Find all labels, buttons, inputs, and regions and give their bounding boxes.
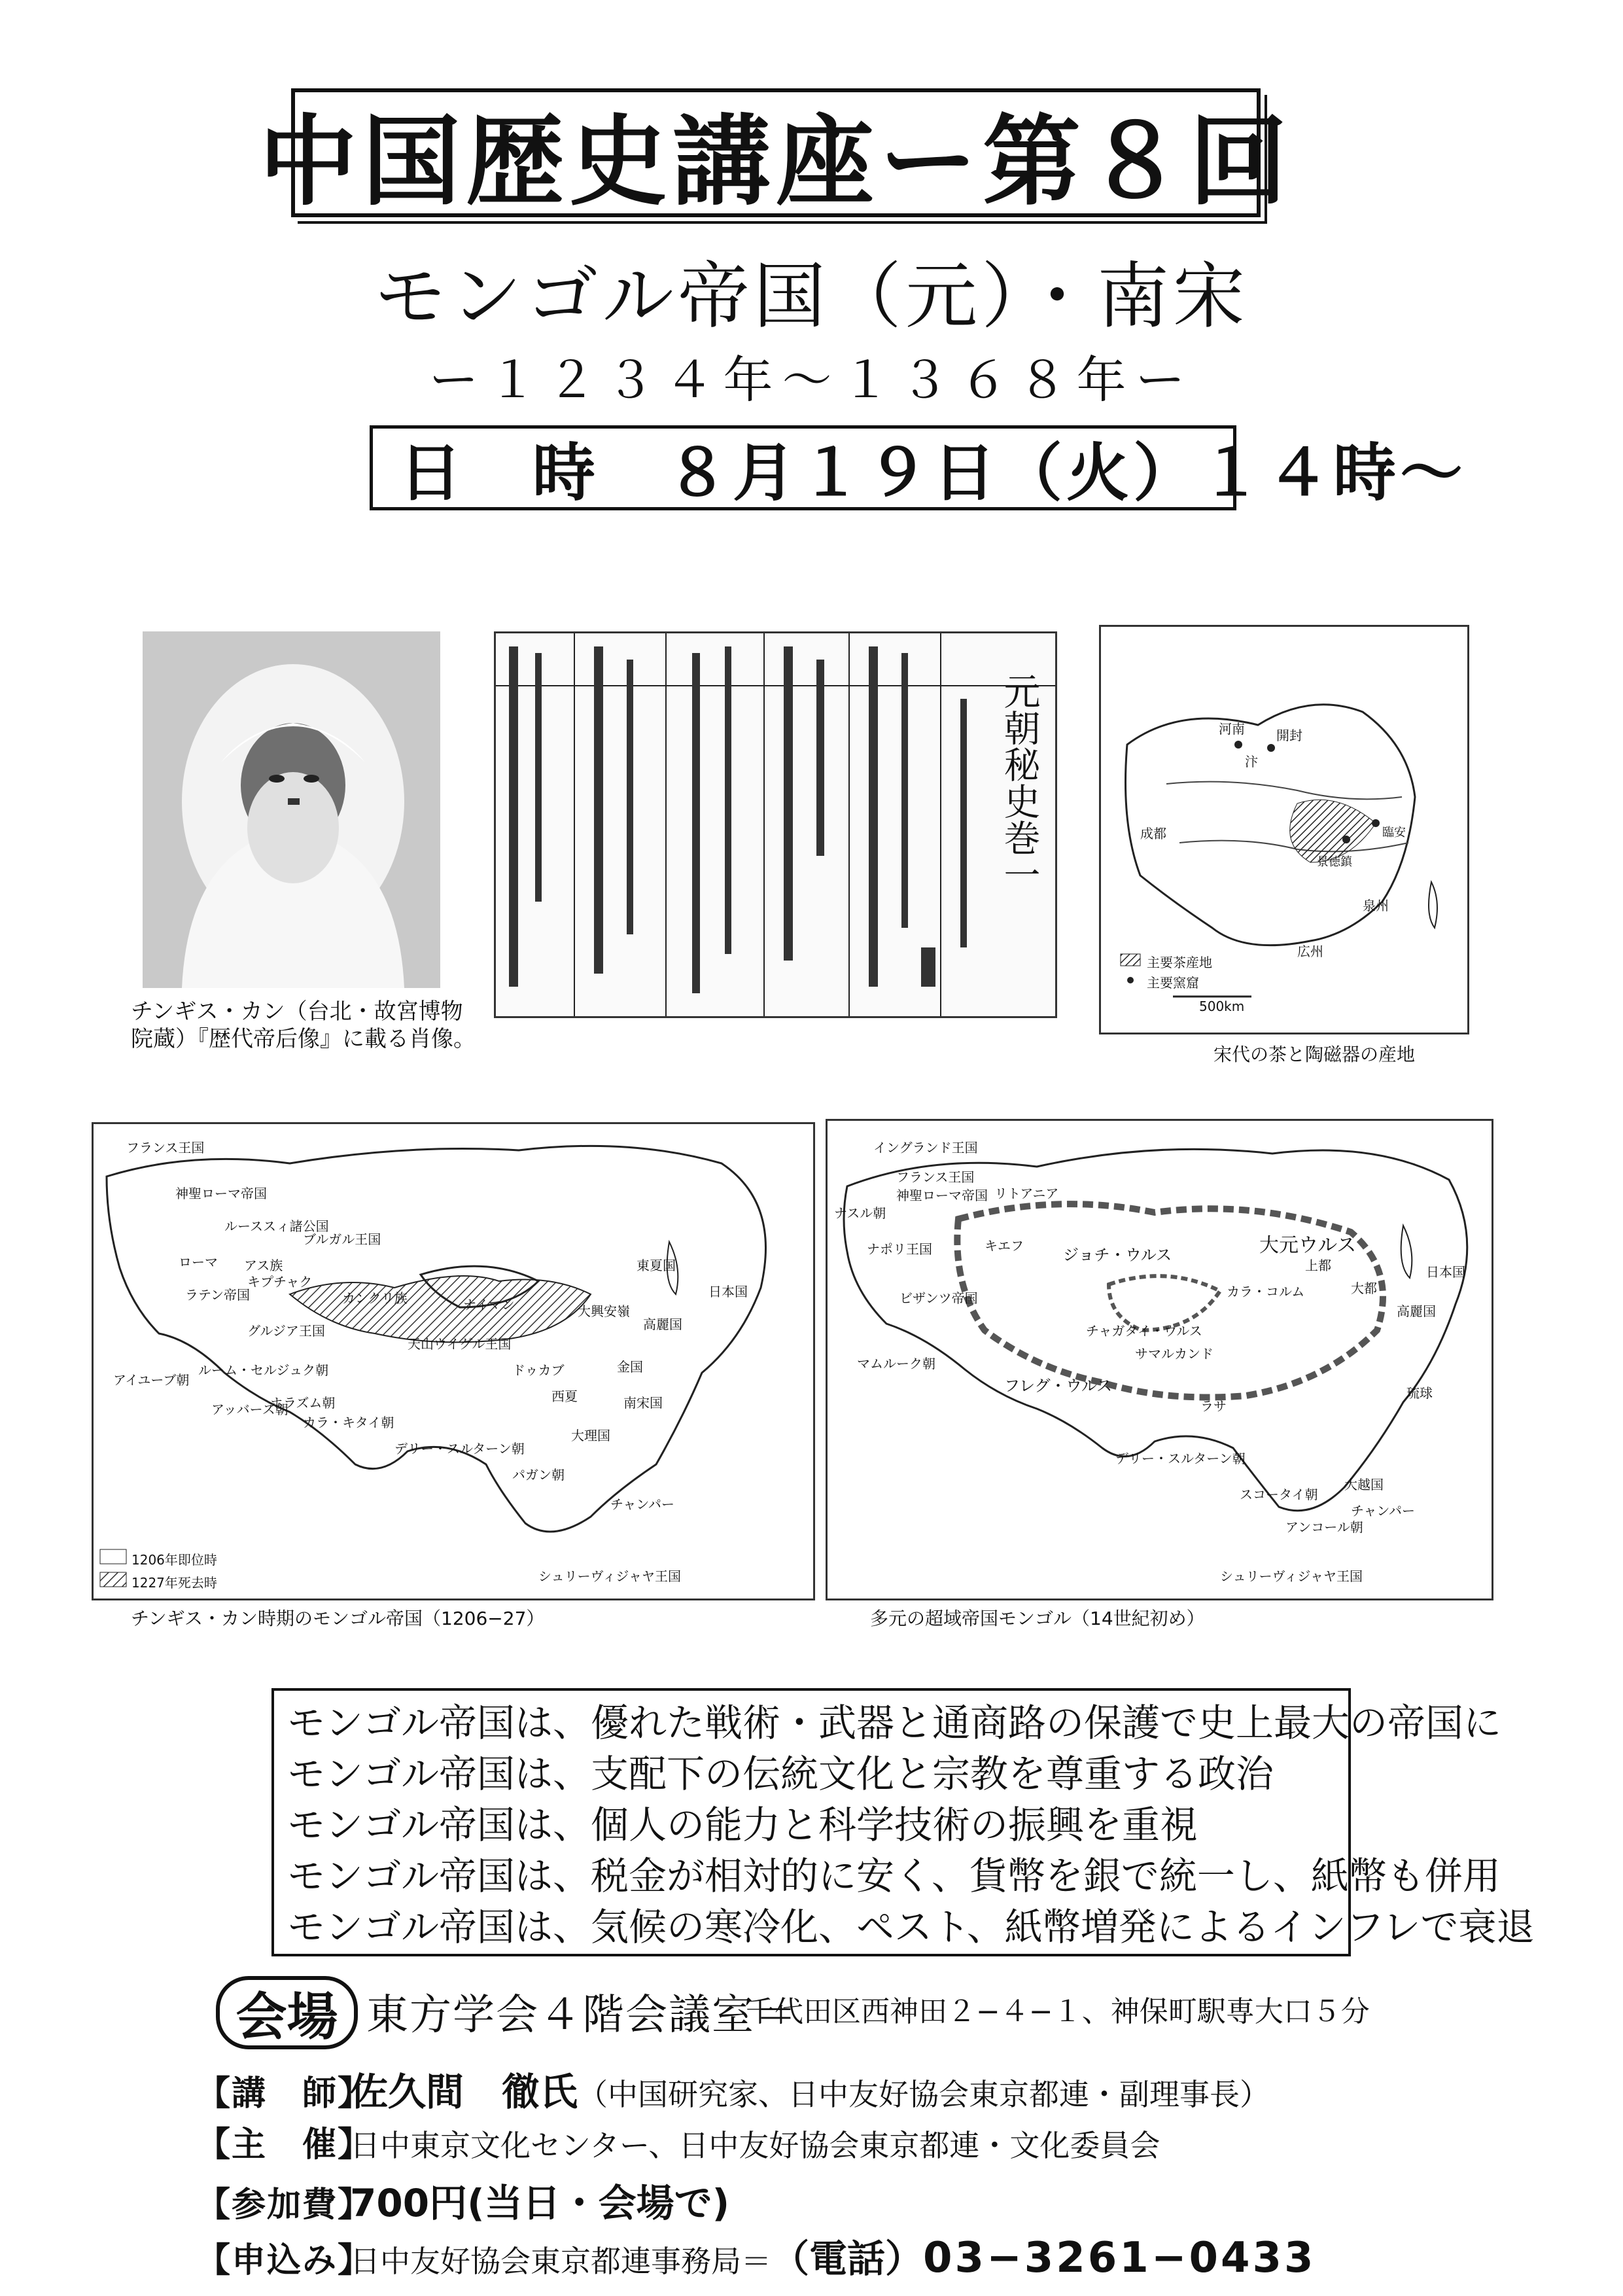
venue-badge: 会場 <box>216 1976 358 2049</box>
map2-place-7: キエフ <box>985 1238 1024 1254</box>
venue-name: 東方学会４階会議室＝ <box>366 1991 798 2040</box>
lecturer-row <box>196 2061 1270 2116</box>
map2-place-14: 日本国 <box>1426 1264 1465 1280</box>
song-map-place-5: 臨安 <box>1382 826 1406 839</box>
page-title: 中国歴史講座ー第８回 <box>259 105 1293 219</box>
portrait-image <box>143 631 440 988</box>
map1-place-29: 大興安嶺 <box>578 1303 630 1319</box>
date-box <box>370 425 1467 510</box>
map2-place-18: フレグ・ウルス <box>1004 1377 1113 1395</box>
key-point-1: モンゴル帝国は、優れた戦術・武器と通商路の保護で史上最大の帝国に <box>287 1701 1502 1745</box>
portrait-caption-1: チンギス・カン（台北・故宮博物 <box>131 998 463 1025</box>
map2-place-4: ナポリ王国 <box>867 1241 932 1257</box>
map1-place-25: パガン朝 <box>512 1467 565 1483</box>
map2-place-19: ラサ <box>1200 1398 1227 1414</box>
map1-place-18: 金国 <box>617 1359 643 1375</box>
song-map-place-4: 景徳鎮 <box>1317 855 1352 869</box>
map1-place-12: アイユーブ朝 <box>113 1372 190 1388</box>
map1-place-24: デリー・スルターン朝 <box>394 1441 525 1457</box>
map1-place-19: 東夏国 <box>637 1258 676 1273</box>
song-map-place-0: 汴 <box>1245 754 1258 769</box>
song-map-image <box>1099 625 1469 1034</box>
map2-place-10: 上都 <box>1305 1258 1331 1273</box>
map2-place-21: チャンパー <box>1351 1503 1415 1519</box>
portrait-drawing <box>143 631 440 988</box>
map2-place-5: ビザンツ帝国 <box>899 1290 978 1306</box>
map1-legend-2: 1227年死去時 <box>131 1575 217 1591</box>
map1-image <box>92 1122 815 1600</box>
host-row <box>196 2117 1160 2166</box>
subtitle: モンゴル帝国（元）・南宋 <box>374 255 1249 338</box>
lecturer-desc: （中国研究家、日中友好協会東京都連・副理事長） <box>578 2077 1270 2112</box>
song-map-place-3: 成都 <box>1140 826 1166 841</box>
map1-place-22: 南宋国 <box>623 1395 663 1411</box>
map2-place-1: フランス王国 <box>896 1169 975 1185</box>
map2-place-15: チャガタイ・ウルス <box>1086 1323 1202 1339</box>
map2-place-12: カラ・コルム <box>1227 1284 1305 1299</box>
map2-place-0: イングランド王国 <box>873 1140 978 1156</box>
lecturer-label: 【講 師】 <box>196 2074 374 2113</box>
map1-place-11: ナイマン <box>463 1297 515 1313</box>
map2-place-11: 大都 <box>1351 1280 1377 1296</box>
key-points-box <box>271 1688 1535 1956</box>
key-point-3: モンゴル帝国は、個人の能力と科学技術の振興を重視 <box>287 1803 1198 1847</box>
map2-place-20: デリー・スルターン朝 <box>1115 1451 1246 1466</box>
map2-place-25: 大越国 <box>1344 1477 1384 1492</box>
map2-place-16: サマルカンド <box>1135 1346 1213 1362</box>
map1-place-5: アス族 <box>244 1258 283 1273</box>
venue-address: 千代田区西神田２−４−１、神保町駅専大口５分 <box>746 1995 1370 2028</box>
host-label: 【主 催】 <box>196 2125 374 2164</box>
apply-row <box>196 2228 1316 2283</box>
manuscript-drawing <box>496 633 1055 1016</box>
map2-place-13: 高麗国 <box>1397 1303 1436 1319</box>
map1-place-4: キプチャク <box>247 1274 313 1290</box>
map2-place-22: スコータイ朝 <box>1240 1487 1318 1502</box>
song-map-scale: 500km <box>1199 998 1245 1014</box>
title-box <box>259 88 1293 219</box>
song-map-legend-kiln: 主要窯窟 <box>1147 975 1199 991</box>
map1-place-13: アッバース朝 <box>211 1402 288 1417</box>
map1-place-7: ラテン帝国 <box>185 1287 250 1303</box>
song-map-caption: 宋代の茶と陶磁器の産地 <box>1213 1044 1416 1065</box>
map1-place-28: ドゥカブ <box>512 1362 565 1378</box>
map1-legend-1: 1206年即位時 <box>131 1552 217 1568</box>
map1-place-27: シュリーヴィジャヤ王国 <box>538 1568 681 1584</box>
key-point-5: モンゴル帝国は、気候の寒冷化、ペスト、紙幣増発によるインフレで衰退 <box>287 1905 1535 1949</box>
song-map-place-2: 河南 <box>1219 721 1245 737</box>
fee-row <box>196 2172 729 2227</box>
map1-place-10: カンクリ族 <box>342 1290 408 1306</box>
map2-place-24: シュリーヴィジャヤ王国 <box>1220 1568 1363 1584</box>
map1-place-17: 西夏 <box>551 1388 578 1404</box>
map1-place-26: チャンパー <box>610 1496 674 1512</box>
map1-place-20: 日本国 <box>708 1284 748 1299</box>
song-map-place-6: 広州 <box>1297 944 1323 959</box>
apply-label: 【申込み】 <box>196 2241 374 2280</box>
map2-image <box>826 1119 1493 1600</box>
map2-caption: 多元の超域帝国モンゴル（14世紀初め） <box>870 1608 1205 1629</box>
map1-place-8: ルーム・セルジュク朝 <box>198 1362 329 1378</box>
map1-place-2: ルーススィ諸公国 <box>224 1218 329 1234</box>
map2-place-23: アンコール朝 <box>1285 1519 1363 1535</box>
map1-place-23: 大理国 <box>571 1428 610 1443</box>
event-date: 日 時 ８月１９日（火）１４時～ <box>399 436 1467 510</box>
map1-place-6: ローマ <box>179 1254 218 1270</box>
map1-place-21: 高麗国 <box>643 1316 682 1332</box>
apply-tel-label: （電話） <box>771 2236 924 2281</box>
manuscript-title: 元朝秘史巻一 <box>998 673 1041 892</box>
map2-place-17: マムルーク朝 <box>857 1356 935 1371</box>
portrait-caption-2: 院蔵）『歴代帝后像』に載る肖像。 <box>131 1026 476 1052</box>
map2-place-26: 琉球 <box>1406 1385 1433 1401</box>
map1-place-9: グルジア王国 <box>247 1323 325 1339</box>
map2-place-6: リトアニア <box>994 1186 1059 1201</box>
map2-place-8: ジョチ・ウルス <box>1063 1246 1172 1264</box>
map2-place-2: 神聖ローマ帝国 <box>896 1188 988 1203</box>
song-map-place-7: 泉州 <box>1363 898 1389 913</box>
map1-place-14: ホラズム朝 <box>270 1395 336 1411</box>
map1-caption: チンギス・カン時期のモンゴル帝国（1206−27） <box>131 1608 545 1629</box>
map1-place-3: ブルガル王国 <box>303 1231 381 1247</box>
map2-place-9: 大元ウルス <box>1259 1234 1357 1257</box>
fee-value: 700円(当日・会場で) <box>350 2181 730 2225</box>
fee-label: 【参加費】 <box>196 2185 374 2225</box>
apply-phone: 03−3261−0433 <box>923 2234 1316 2282</box>
song-map-place-1: 開封 <box>1276 728 1302 743</box>
apply-org: 日中友好協会東京都連事務局＝ <box>350 2244 771 2279</box>
lecturer-name: 佐久間 徹氏 <box>350 2070 578 2114</box>
period: ー１２３４年～１３６８年ー <box>428 351 1195 409</box>
map1-place-0: フランス王国 <box>126 1140 205 1156</box>
map1-place-15: カラ・キタイ朝 <box>303 1415 394 1430</box>
manuscript-image <box>494 631 1057 1018</box>
key-point-4: モンゴル帝国は、税金が相対的に安く、貨幣を銀で統一し、紙幣も併用 <box>287 1854 1501 1898</box>
song-map-legend-tea: 主要茶産地 <box>1147 955 1212 970</box>
map1-place-16: 天山ウイグル王国 <box>408 1336 512 1352</box>
map2-place-3: ナスル朝 <box>834 1205 886 1221</box>
key-point-2: モンゴル帝国は、支配下の伝統文化と宗教を尊重する政治 <box>287 1752 1274 1796</box>
host-value: 日中東京文化センター、日中友好協会東京都連・文化委員会 <box>350 2128 1161 2163</box>
map1-place-1: 神聖ローマ帝国 <box>175 1186 267 1201</box>
